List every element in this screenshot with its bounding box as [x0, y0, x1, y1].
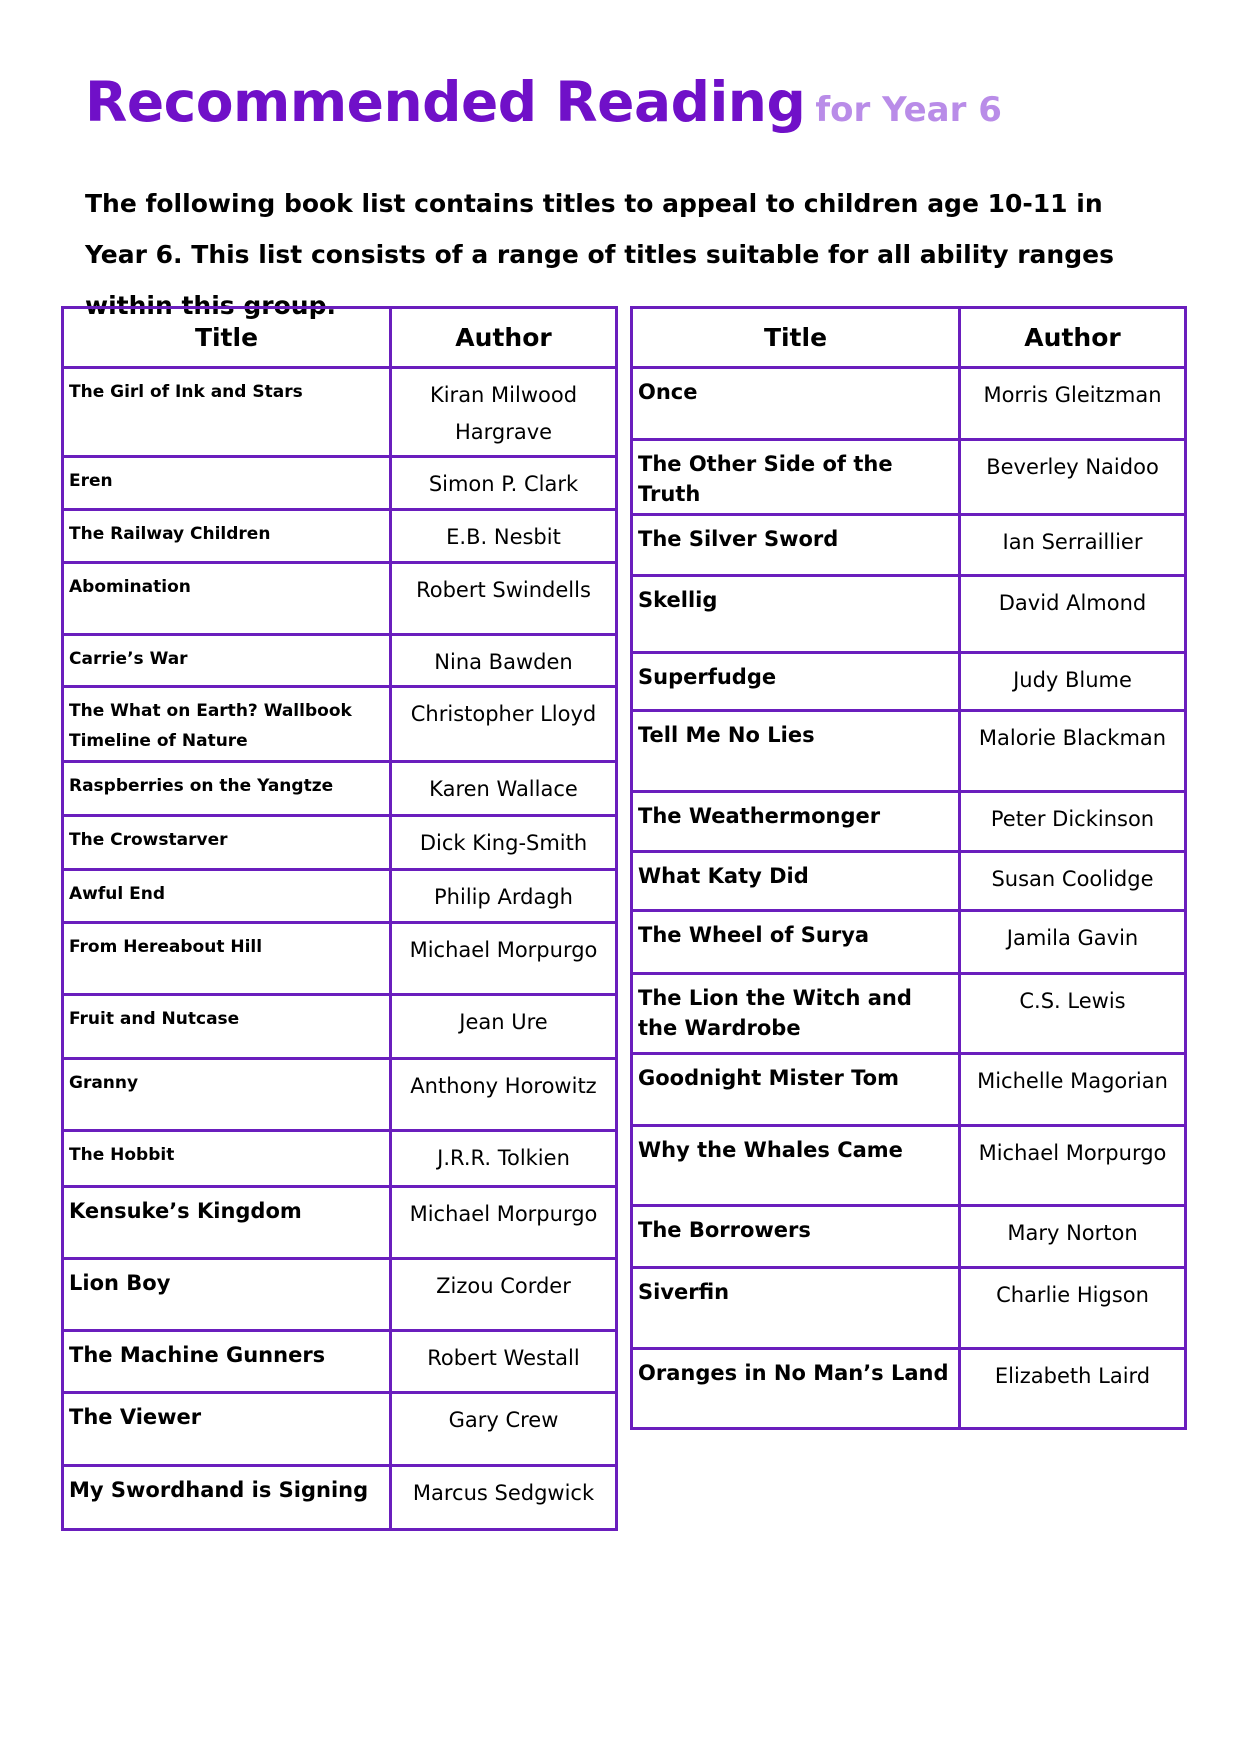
book-author: Simon P. Clark	[391, 457, 617, 510]
intro-paragraph: The following book list contains titles to appeal to children age 10-11 in Year 6. This list consists of a range of titles suitable for all ability ranges within this group.	[85, 189, 1114, 320]
table-row	[632, 1054, 1186, 1126]
column-header-title: Title	[632, 308, 960, 368]
book-author: E.B. Nesbit	[391, 510, 617, 563]
book-title: Abomination	[63, 563, 391, 635]
table-row	[63, 1187, 617, 1259]
book-author: Michael Morpurgo	[960, 1126, 1186, 1206]
book-author: Morris Gleitzman	[960, 368, 1186, 440]
book-title: Goodnight Mister Tom	[632, 1054, 960, 1126]
table-row	[63, 1466, 617, 1530]
column-header-author: Author	[960, 308, 1186, 368]
book-author: Jean Ure	[391, 995, 617, 1059]
table-row	[63, 563, 617, 635]
book-author: Nina Bawden	[391, 635, 617, 687]
book-title: The Other Side of the Truth	[632, 440, 960, 515]
book-title: The Machine Gunners	[63, 1331, 391, 1393]
book-table-left	[61, 306, 618, 1531]
table-row	[63, 457, 617, 510]
book-author: Mary Norton	[960, 1206, 1186, 1268]
table-row	[63, 923, 617, 995]
table-row	[632, 1206, 1186, 1268]
book-author: Zizou Corder	[391, 1259, 617, 1331]
table-row	[63, 816, 617, 870]
book-title: Lion Boy	[63, 1259, 391, 1331]
book-title: Carrie’s War	[63, 635, 391, 687]
book-author: Michael Morpurgo	[391, 923, 617, 995]
book-author: Ian Serraillier	[960, 515, 1186, 576]
book-author: Jamila Gavin	[960, 911, 1186, 974]
table-row	[63, 762, 617, 816]
book-title: Once	[632, 368, 960, 440]
table-row	[632, 852, 1186, 911]
book-author: Robert Westall	[391, 1331, 617, 1393]
book-author: Judy Blume	[960, 653, 1186, 711]
book-title: The Railway Children	[63, 510, 391, 563]
table-row	[632, 974, 1186, 1054]
book-author: Michelle Magorian	[960, 1054, 1186, 1126]
table-row	[632, 711, 1186, 792]
table-row	[63, 1059, 617, 1131]
table-header-row	[632, 308, 1186, 368]
table-row	[632, 1126, 1186, 1206]
book-author: Dick King-Smith	[391, 816, 617, 870]
book-title: The Wheel of Surya	[632, 911, 960, 974]
book-author: Robert Swindells	[391, 563, 617, 635]
table-row	[63, 368, 617, 457]
table-row	[632, 515, 1186, 576]
table-row	[63, 687, 617, 762]
table-row	[632, 576, 1186, 653]
book-title: My Swordhand is Signing	[63, 1466, 391, 1530]
book-author: Anthony Horowitz	[391, 1059, 617, 1131]
book-title: Tell Me No Lies	[632, 711, 960, 792]
book-author: Peter Dickinson	[960, 792, 1186, 852]
book-author: Philip Ardagh	[391, 870, 617, 923]
book-title: The Silver Sword	[632, 515, 960, 576]
book-title: From Hereabout Hill	[63, 923, 391, 995]
book-title: Kensuke’s Kingdom	[63, 1187, 391, 1259]
book-title: The Weathermonger	[632, 792, 960, 852]
book-title: The Lion the Witch and the Wardrobe	[632, 974, 960, 1054]
table-row	[632, 440, 1186, 515]
book-title: Fruit and Nutcase	[63, 995, 391, 1059]
book-author: Malorie Blackman	[960, 711, 1186, 792]
book-title: Siverfin	[632, 1268, 960, 1349]
table-row	[632, 368, 1186, 440]
book-title: The Girl of Ink and Stars	[63, 368, 391, 457]
book-title: Awful End	[63, 870, 391, 923]
table-row	[632, 653, 1186, 711]
book-title: The Hobbit	[63, 1131, 391, 1187]
book-title: Superfudge	[632, 653, 960, 711]
book-title: The What on Earth? Wallbook Timeline of Nature	[63, 687, 391, 762]
book-table-right	[630, 306, 1187, 1430]
book-title: The Borrowers	[632, 1206, 960, 1268]
book-title: The Viewer	[63, 1393, 391, 1466]
book-title: Eren	[63, 457, 391, 510]
table-row	[632, 1349, 1186, 1429]
book-title: Oranges in No Man’s Land	[632, 1349, 960, 1429]
table-row	[63, 510, 617, 563]
table-row	[632, 911, 1186, 974]
book-author: C.S. Lewis	[960, 974, 1186, 1054]
book-author: Christopher Lloyd	[391, 687, 617, 762]
book-author: Gary Crew	[391, 1393, 617, 1466]
book-title: The Crowstarver	[63, 816, 391, 870]
book-title: Skellig	[632, 576, 960, 653]
book-author: Kiran Milwood Hargrave	[391, 368, 617, 457]
book-author: David Almond	[960, 576, 1186, 653]
book-author: Charlie Higson	[960, 1268, 1186, 1349]
book-title: Granny	[63, 1059, 391, 1131]
table-row	[63, 1331, 617, 1393]
book-author: Beverley Naidoo	[960, 440, 1186, 515]
table-row	[63, 995, 617, 1059]
title-main: Recommended Reading	[85, 70, 806, 134]
book-author: Elizabeth Laird	[960, 1349, 1186, 1429]
table-row	[63, 870, 617, 923]
book-title: Why the Whales Came	[632, 1126, 960, 1206]
table-row	[63, 1393, 617, 1466]
table-row	[632, 792, 1186, 852]
book-author: Karen Wallace	[391, 762, 617, 816]
table-row	[63, 635, 617, 687]
book-title: What Katy Did	[632, 852, 960, 911]
table-header-row	[63, 308, 617, 368]
book-author: J.R.R. Tolkien	[391, 1131, 617, 1187]
page-title	[85, 70, 1002, 134]
table-row	[63, 1131, 617, 1187]
book-author: Susan Coolidge	[960, 852, 1186, 911]
table-row	[63, 1259, 617, 1331]
column-header-title: Title	[63, 308, 391, 368]
table-row	[632, 1268, 1186, 1349]
title-subtitle: for Year 6	[815, 90, 1002, 130]
column-header-author: Author	[391, 308, 617, 368]
book-author: Michael Morpurgo	[391, 1187, 617, 1259]
book-title: Raspberries on the Yangtze	[63, 762, 391, 816]
book-author: Marcus Sedgwick	[391, 1466, 617, 1530]
